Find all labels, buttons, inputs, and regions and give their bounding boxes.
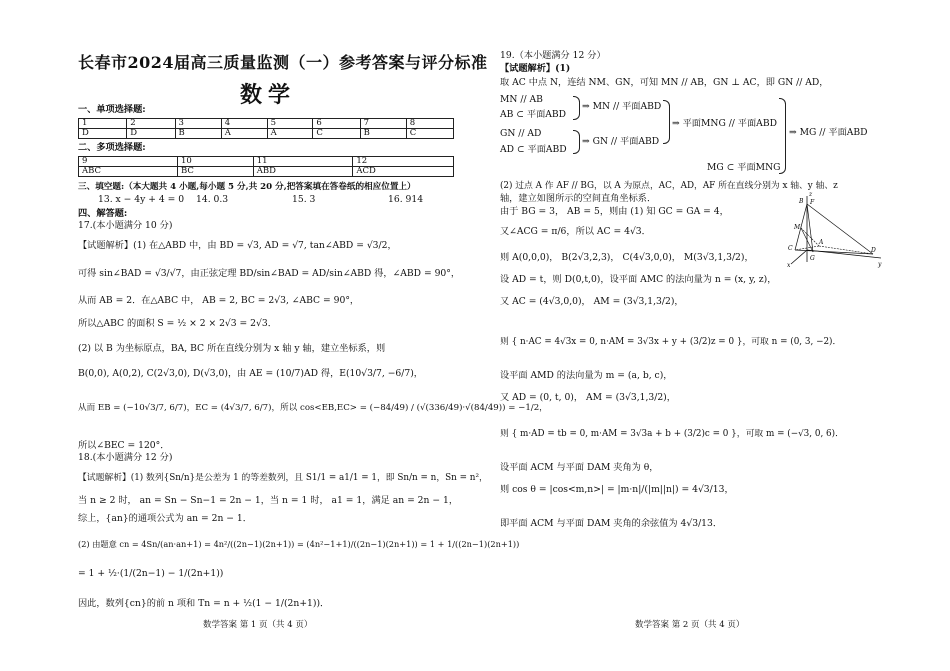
table-cell: C [406,129,453,139]
q17-line: 所以△ABC 的面积 S = ½ × 2 × 2√3 = 2√3． [78,318,277,329]
table-cell: A [267,129,313,139]
table-cell: 11 [253,157,353,167]
q19-line: 又 AC = (4√3,0,0)， AM = (3√3,1,3/2)， [500,296,684,307]
q17-line: 从而 EB = (−10√3/7, 6/7)，EC = (4√3/7, 6/7)，所以 cos<EB,EC> = (−84/49) / (√(336/49)·√(84/49)) = −1/2， [78,403,548,413]
table-row [79,167,454,177]
section-multi-choice: 二、多项选择题: [78,142,146,153]
table-cell: 6 [313,119,360,129]
single-choice-table [78,118,454,139]
brace [779,98,786,174]
q19-line: 轴，建立如图所示的空间直角坐标系． [500,193,657,204]
table-cell: 3 [175,119,221,129]
figure-label: x [787,262,791,269]
q18-heading: 18.(本小题满分 12 分) [78,452,173,463]
multi-choice-table [78,156,454,177]
q19-intro: 取 AC 中点 N，连结 NM、GN，可知 MN // AB，GN ⊥ AC，即 GN // AD， [500,77,829,88]
table-cell: B [175,129,221,139]
logic-premise: MG ⊂ 平面MNG [707,162,781,173]
logic-result: ⇒ GN // 平面ABD [582,136,660,147]
q17-line: (2) 以 B 为坐标原点，BA, BC 所在直线分别为 x 轴 y 轴，建立坐标系，则 [78,343,386,354]
x-axis [791,250,807,264]
q19-line: 又 AD = (0, t, 0)， AM = (3√3,1,3/2)， [500,392,676,403]
q19-line: 设 AD = t，则 D(0,t,0)，设平面 AMC 的法向量为 n = (x, y, z)， [500,274,777,285]
q18-line: 综上，{an}的通项公式为 an = 2n − 1． [78,513,252,524]
figure-label: F [810,199,815,206]
geometry-figure [785,188,885,268]
logic-conclusion: ⇒ MG // 平面ABD [789,127,868,138]
q18-line: = 1 + ½·(1/(2n−1) − 1/(2n+1)) [78,568,224,579]
table-cell: ABC [79,167,178,177]
section-solutions: 四、解答题: [78,208,128,219]
table-cell: 5 [267,119,313,129]
table-row [79,119,454,129]
table-cell: BC [178,167,254,177]
table-cell: D [127,129,175,139]
figure-label: B [799,198,804,205]
q17-line: 【试题解析】(1) 在△ABD 中，由 BD = √3, AD = √7, tan∠ABD = √3/2， [78,240,397,251]
q17-heading: 17.(本小题满分 10 分) [78,220,173,231]
figure-label: C [788,245,793,252]
brace [573,96,580,120]
exam-title: 长春市2024届高三质量监测（一）参考答案与评分标准 [78,53,488,72]
subject-title: 数学 [239,82,296,108]
q18-line: 当 n ≥ 2 时， an = Sn − Sn−1 = 2n − 1，当 n = 1 时， a1 = 1，满足 an = 2n − 1， [78,495,459,506]
section-single-choice: 一、单项选择题: [78,104,146,115]
edge-bg [807,204,813,252]
table-cell: 12 [353,157,454,167]
table-cell: A [221,129,267,139]
q19-line: 由于 BG = 3， AB = 5，则由 (1) 知 GC = GA = 4， [500,206,729,217]
figure-label: y [878,261,882,268]
q19-line: (2) 过点 A 作 AF // BG，以 A 为原点，AC，AD，AF 所在直线分别为 x 轴、y 轴、z [500,181,838,191]
q18-line: 因此，数列{cn}的前 n 项和 Tn = n + ½(1 − 1/(2n+1))． [78,598,330,609]
table-cell: 10 [178,157,254,167]
table-cell: 1 [79,119,127,129]
fill-answer-14: 14. 0.3 [196,194,229,205]
table-row [79,129,454,139]
q17-line: 从而 AB = 2．在△ABC 中， AB = 2, BC = 2√3, ∠ABC = 90°， [78,295,360,306]
figure-label: D [871,247,876,254]
page-2 [475,0,950,671]
q18-line: 【试题解析】(1) 数列{Sn/n}是公差为 1 的等差数列，且 S1/1 = a1/1 = 1，即 Sn/n = n，Sn = n²， [78,473,488,483]
q17-line: 可得 sin∠BAD = √3/√7，由正弦定理 BD/sin∠BAD = AD/sin∠ABD 得，∠ABD = 90°， [78,268,461,279]
q19-line: 则 cos θ = |cos<m,n>| = |m·n|/(|m||n|) = 4√3/13， [500,484,734,495]
q19-analysis-label: 【试题解析】(1) [500,63,571,74]
logic-premise: MN // AB [500,94,543,105]
q19-line: 设平面 ACM 与平面 DAM 夹角为 θ， [500,462,659,473]
brace [573,130,580,154]
fill-answer-16: 16. 914 [388,194,424,205]
q19-heading: 19.（本小题满分 12 分） [500,50,606,61]
edge-bd [807,204,873,254]
logic-result: ⇒ 平面MNG // 平面ABD [672,118,777,129]
table-cell: 2 [127,119,175,129]
q19-line: 即平面 ACM 与平面 DAM 夹角的余弦值为 4√3/13． [500,518,723,529]
section-fill-blank: 三、填空题:（本大题共 4 小题,每小题 5 分,共 20 分,把答案填在答卷纸的相应位置上） [78,182,416,192]
table-cell: ACD [353,167,454,177]
q18-line: (2) 由题意 cn = 4Sn/(an·an+1) = 4n²/((2n−1)(2n+1)) = (4n²−1+1)/((2n−1)(2n+1)) = 1 + 1/((2n−1)(2n+1)) [78,539,520,549]
table-cell: 9 [79,157,178,167]
logic-premise: AB ⊂ 平面ABD [500,109,567,120]
q19-line: 则 { m·AD = tb = 0, m·AM = 3√3a + b + (3/2)c = 0 }，可取 m = (−√3, 0, 6)． [500,429,844,439]
figure-label: M [794,224,801,231]
logic-premise: GN // AD [500,128,542,139]
q19-line: 设平面 AMD 的法向量为 m = (a, b, c)， [500,370,673,381]
q17-line: B(0,0), A(0,2), C(2√3,0), D(√3,0)，由 AE = (10/7)AD 得，E(10√3/7, −6/7)， [78,368,423,379]
table-cell: 7 [360,119,406,129]
q19-line: 又∠ACG = π/6，所以 AC = 4√3． [500,226,651,237]
q17-line: 所以∠BEC = 120°． [78,440,170,451]
table-cell: 8 [406,119,453,129]
fill-answer-13: 13. x − 4y + 4 = 0 [98,194,185,205]
table-row [79,157,454,167]
q19-line: 则 { n·AC = 4√3x = 0, n·AM = 3√3x + y + (3/2)z = 0 }，可取 n = (0, 3, −2)． [500,337,842,347]
logic-result: ⇒ MN // 平面ABD [582,101,662,112]
q19-line: 则 A(0,0,0)， B(2√3,2,3)， C(4√3,0,0)， M(3√3,1,3/2)， [500,252,754,263]
figure-label: z [809,191,813,198]
figure-label: A [819,239,824,246]
brace [663,100,670,144]
page-footer: 数学答案 第 2 页（共 4 页） [635,620,745,630]
table-cell: C [313,129,360,139]
figure-label: G [810,255,815,262]
logic-premise: AD ⊂ 平面ABD [500,144,567,155]
table-cell: ABD [253,167,353,177]
table-cell: D [79,129,127,139]
fill-answer-15: 15. 3 [292,194,316,205]
table-cell: B [360,129,406,139]
table-cell: 4 [221,119,267,129]
page-footer: 数学答案 第 1 页（共 4 页） [203,620,313,630]
